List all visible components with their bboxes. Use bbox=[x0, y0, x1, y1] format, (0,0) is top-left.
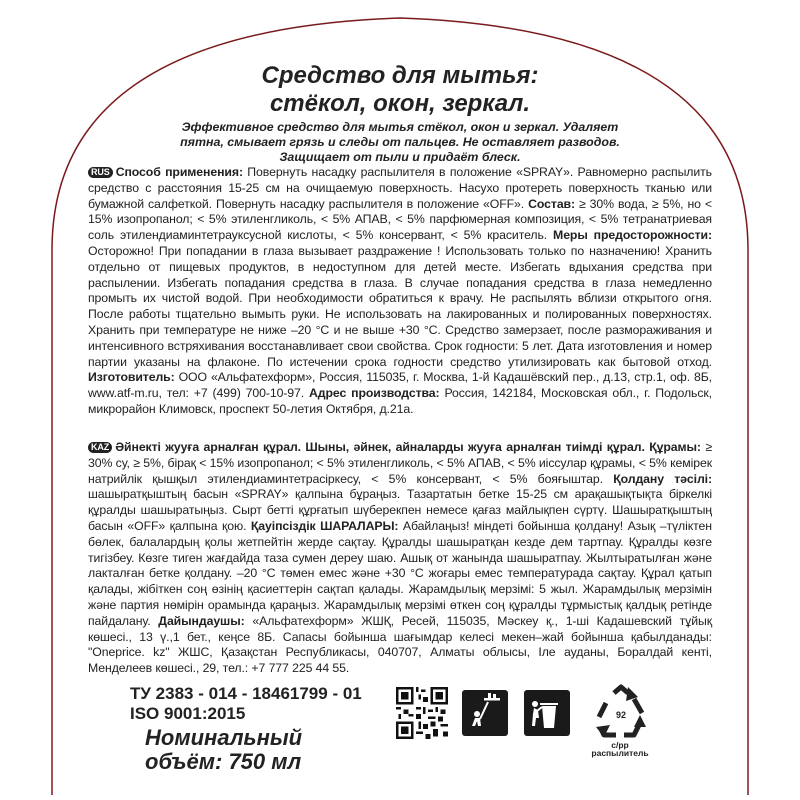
kaz-safety-heading: Қауіпсіздік ШАРАЛАРЫ: bbox=[250, 518, 399, 533]
qr-code-icon bbox=[396, 687, 448, 739]
rus-composition-heading: Состав: bbox=[528, 196, 576, 211]
product-intro: Эффективное средство для мытья стёкол, окон и зеркал. Удаляет пятна, смывает грязь и следы от пальцев. Не оставляет разводов. Защищает от пыли и придаёт блеск. bbox=[180, 120, 620, 164]
keep-away-from-children-icon bbox=[462, 690, 508, 736]
tu-standard: ТУ 2383 - 014 - 18461799 - 01 bbox=[130, 684, 362, 703]
dispose-in-bin-icon bbox=[524, 690, 570, 736]
rus-production-address-heading: Адрес производства: bbox=[309, 386, 440, 401]
kaz-language-badge: KAZ bbox=[88, 442, 112, 453]
kaz-title: Әйнекті жууға арналған құрал. Шыны, әйнек, айналарды жууға арналған тиімді құрал. bbox=[115, 440, 645, 454]
kaz-composition-text: ≥ 30% су, ≥ 5%, бірақ < 15% изопропанол; < 5% этиленгликоль, < 5% АПАВ, < 5% иіссулар құрамы, < 5% кемірек натрийлік қышқыл этилендиаминтетрасіркесу, < 5% консервант, < 5% бояғыштар. bbox=[88, 440, 712, 486]
kaz-manufacturer-text: «Альфатехформ» ЖШҚ, Ресей, 115035, Мәскеу қ., 1-ші Кадашевский тұйық көшесі., 13 ү.,1 бет., кеңсе 8Б. Сапасы бойынша шағымдар келесі мекен–жай бойынша қабылданады: "Oneprice. kz" ЖШС, Қазақстан Республикасы, 040707, Алматы облысы, Іле ауданы, Боралдай кенті, Менделеев көшесі., 29, тел.: +7 777 225 44 55. bbox=[88, 613, 712, 676]
recycle-icon bbox=[590, 683, 652, 745]
rus-precautions-heading: Меры предосторожности: bbox=[553, 228, 712, 243]
product-title-line2: стёкол, окон, зеркал. bbox=[269, 90, 531, 117]
rus-manufacturer-text: ООО «Альфатехформ», Россия, 115035, г. Москва, 1-й Кадашёвский пер., д.13, стр.1, оф. 8Б, www.atf-m.ru, тел: +7 (499) 700-10-97. bbox=[88, 370, 712, 401]
russian-description bbox=[88, 165, 712, 418]
recycle-material-label: c/pp bbox=[611, 740, 629, 750]
rus-manufacturer-heading: Изготовитель: bbox=[88, 370, 175, 385]
product-title-line1: Средство для мытья: bbox=[261, 62, 539, 89]
rus-precautions-text: Осторожно! При попадании в глаза вызывает раздражение ! Использовать только по назначению! Хранить отдельно от пищевых продуктов, в недоступном для детей месте. Избегать вдыхания средства при распылении. Избегать попадания средства в глаза. В случае попадания средства в глаза немедленно промыть их чистой водой. При необходимости обратиться к врачу. Не распылять вблизи открытого огня. После работы тщательно вымыть руки. Не использовать на лакированных и полированных поверхностях. Хранить при температуре не ниже –20 °С и не выше +30 °С. Средство замерзает, после размораживания и интенсивного встряхивания восстанавливает свои свойства. Срок годности: 5 лет. Дата изготовления и номер партии указаны на флаконе. По истечении срока годности средство утилизировать как бытовой отход. bbox=[88, 243, 712, 369]
recycle-part-label: распылитель bbox=[591, 748, 649, 758]
volume-label: Номинальный bbox=[145, 725, 303, 750]
rus-production-address-text: Россия, 142184, Московская обл., г. Подольск, микрорайон Климовск, проспект 50-летия Октября, д.21а. bbox=[88, 386, 713, 416]
rus-usage-heading: Способ применения: bbox=[115, 165, 243, 179]
kaz-manufacturer-heading: Дайындаушы: bbox=[158, 613, 245, 628]
kazakh-description bbox=[88, 440, 712, 677]
iso-standard: ISO 9001:2015 bbox=[130, 704, 246, 723]
volume-value: объём: 750 мл bbox=[145, 749, 302, 774]
rus-language-badge: RUS bbox=[88, 167, 113, 178]
kaz-usage-text: шашыратқыштың басын «SPRAY» қалпына бұраңыз. Тазартатын бетке 15-25 см арақашықтықта біркелкі құралды шашыратыңыз. Сырт бетті құрғатып шүберекпен немесе қағаз майлықпен сүртү. Шашыратқыштың басын «OFF» қалпына қою. bbox=[88, 487, 712, 533]
rus-usage-text: Повернуть насадку распылителя в положение «SPRAY». Равномерно распылить средство с расстояния 15-25 см на очищаемую поверхность. Насухо протереть поверхность тканью или бумажной салфеткой. Повернуть насадку распылителя в положение «OFF». bbox=[88, 165, 712, 211]
rus-composition-text: ≥ 30% вода, ≥ 5%, но < 15% изопропанол; < 5% этиленгликоль, < 5% АПАВ, < 5% парфюмерная композиция, < 5% тетранатриевая соль этилендиаминтетрауксусной кислоты, < 5% консервант, < 5% краситель. bbox=[88, 196, 712, 243]
kaz-composition-heading: Құрамы: bbox=[649, 440, 701, 454]
recycle-code: 92 bbox=[615, 710, 627, 720]
kaz-safety-text: Абайлаңыз! міндеті бойынша қолдану! Азық –түліктен бөлек, балалардың қолы жетпейтін жерде сақтау. Құралды шашыратқан кезде дем тартпау. Құралды көзге тигізбеу. Көзге тиген жағдайда таза сумен дереу шаю. Ашық от жанында шашыратпау. Жылтыратылған және лакталған бетке қолдану. –20 °С төмен емес және +30 °С жоғары емес температурада сақтау. Құрал қатып қалады, жібіткен соң өзінің қасиеттерін сақтап қалады. Жарамдылық мерзімі: 5 жыл. Жарамдылық мерзімін және партия нөмірін орамында қараңыз. Жарамдылық мерзімі өткен соң құралды тұрмыстық қалдық ретінде пайдалану. bbox=[88, 518, 712, 628]
kaz-usage-heading: Қолдану тәсілі: bbox=[613, 471, 712, 486]
